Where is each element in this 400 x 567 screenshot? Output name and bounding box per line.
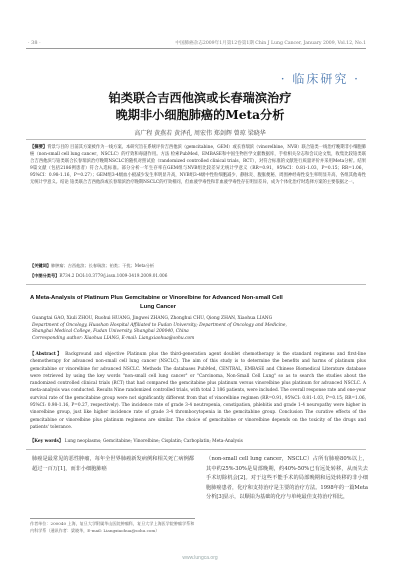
keywords-en-label: 【Key words】 bbox=[30, 439, 64, 444]
authors-zh: 高广程 黄燕若 黄泽孔 周宏伟 郑剑辉 曾琼 梁晓华 bbox=[134, 130, 266, 137]
affiliation-line1: Department of Oncology, Huashan Hospital Affiliated to Fudan University; Department of Oncology and Medicine, bbox=[32, 322, 287, 328]
keywords-zh-text: 肺肿瘤；吉西他滨；长春瑞滨；铂类；干扰；Meta分析 bbox=[50, 263, 155, 268]
abstract-en bbox=[30, 351, 366, 431]
title-en-line2: Lung Cancer bbox=[140, 304, 177, 310]
abstract-zh bbox=[30, 144, 366, 187]
classification-zh-label: 【中图分类号】 bbox=[30, 273, 60, 278]
keywords-en-text: Lung neoplasms; Gemcitabine; Vinorelbine; Cisplatin; Carboplatin; Meta-Analysis bbox=[64, 439, 243, 444]
keywords-en bbox=[30, 438, 366, 444]
abstract-zh-label: 【摘要】 bbox=[30, 145, 48, 150]
body-text-right: （non-small cell lung cancer，NSCLC）占所有肺癌80%以上，其中约25%-30%是局部晚期，约40%-50%已有远处转移，从而失去手术切除机会[2]。对于这些不能手术的局部晚期和远处转移的非小细胞肺癌患者，化疗和支持治疗是主要的治疗方法。1998年的一篇Meta分析[3]显示，以顺铂为基础的化疗与单纯最佳支持治疗相比， bbox=[206, 456, 368, 501]
title-zh-line1: 铂类联合吉西他滨或长春瑞滨治疗 bbox=[108, 91, 292, 105]
abstract-divider-bottom bbox=[26, 284, 366, 285]
footnote-divider bbox=[30, 518, 195, 519]
title-en-line1: A Meta-Analysis of Platinum Plus Gemcitabine or Vinorelbine for Advanced Non-small Cell bbox=[30, 295, 283, 301]
watermark: www.lungca.org bbox=[182, 555, 218, 561]
abstract-en-text: Background and objective Platinum plus the third-generation agent doublet chemotherapy is the standard regimens and first-line chemotherapy for advanced non-small cell lung cancer (NSCLC). The aim of this study is to determine the benefits and harms of platinum plus gemcitabine or vinorelbine for advanced NSCLC. Methods The databases PubMed, CENTRAL, EMBASE and Chinese Biomedical Literature database were retrieved by using the key words "non-small cell lung cancer" or "Carcinoma, Non-Small Cell Lung" so as to search the studies about the randomized controlled clinical trials (RCT) that had compared the gemcitabine plus platinum versus vinorelbine plus platinum for advanced NSCLC. A meta-analysis was conducted. Results Nine randomized controlled trials, with total 2 186 patients, were included. The overall response rate and one-year survival rate of the gemcitabine group were not significantly different from that of vinorelbine regimen (RR=0.91, 95%CI: 0.81-1.03, P=0.15; RR=1.06, 95%CI: 0.98-1.16, P=0.27, respectively). The incidence rate of grade 3-4 neutropenia, constipation, phlebitis and grade 1-4 neuropathy were higher in vinorelbine group, just like higher incidence rate of grade 3-4 thrombocytopenia in the gemcitabine group. Conclusion The curative effects of the gemcitabine or vinorelbine plus platinum regimens are similar. The choice of gemcitabine or vinorelbine depends on the toxicity of the drugs and patients' tolerance. bbox=[30, 352, 366, 430]
abstract-zh-text: 背景与目的 目前其方案被作为一线方案。本研究旨在系统评价吉西他滨（gemcitabine，GEM）或长春瑞滨（vinorelbine，NVB）联合铂类一线治疗晚期非小细胞肺癌（non-small cell lung cancer，NSCLC）的疗效和毒副作用。方法 检索PubMed、EMBASE和中国生物医学文献数据库，手检相关杂志和会议论文集，收集比较铂类联合吉西他滨与铂类联合长春瑞滨治疗晚期NSCLC的随机对照试验（randomized controlled clinical trials，RCT），对符合标准的文献进行质量评价并采用Meta分析。结果 9篇文献（包括2186例患者）符合入选标准。部分分析一年生存率在GEM组与NVB组比较差异无统计学意义（RR=0.91，95%CI：0.81-1.03，P=0.15；RR=1.06，95%CI：0.98-1.16，P=0.27）；GEM组3-4级血小板减少发生率明显升高，NVB组3-4级中性粒细胞减少、静脉炎、腹胀便秘、周围神经毒性发生率明显升高，各组其他毒性无统计学意义。结论 铂类联合吉西他滨或长春瑞滨治疗晚期NSCLC的疗效相同，但血液学毒性和非血液学毒性存在明显差异，成为个体化治疗时选择方案的主要依据之一。 bbox=[30, 145, 366, 186]
page-number: · 38 · bbox=[28, 40, 41, 46]
title-zh-line2: 晚期非小细胞肺癌的Meta分析 bbox=[115, 108, 285, 122]
title-en bbox=[30, 294, 370, 312]
abstract-en-label: 【Abstract】 bbox=[30, 352, 63, 357]
column-label: · 临床研究 · bbox=[280, 72, 360, 86]
keywords-zh bbox=[30, 263, 154, 269]
authors-en-names: Guangtai GAO, Xiuli ZHOU, Ruohui HUANG, Jingwei ZHANG, Zhonghui CHU, Qiong ZHAN, Xiaohua LIANG bbox=[32, 316, 273, 321]
classification-zh bbox=[30, 273, 167, 279]
authors-en bbox=[32, 316, 366, 342]
body-text-left: 肺癌是最常见的恶性肿瘤，每年全世界肺癌新发病例和相关死亡病例都超过一百万[1]，而非小细胞肺癌 bbox=[32, 456, 194, 472]
abstract-divider-top bbox=[26, 139, 366, 140]
corresponding-author[interactable]: Corresponding author: Xiaohua LIANG, E-mail: Liangxiaohua@sohu.com bbox=[32, 335, 195, 341]
classification-zh-text: R734.2 DOI:10.3779/j.issn.1009-3419.2009.01.006 bbox=[59, 273, 168, 278]
journal-header: 中国肺癌杂志2009年1月第12卷第1期 Chin J Lung Cancer, January 2009, Vol.12, No.1 bbox=[175, 41, 366, 46]
keywords-zh-label: 【关键词】 bbox=[30, 263, 51, 268]
footnote-affiliation: 作者单位：200040 上海，复旦大学附属华山医院肿瘤科，复旦大学上海医学院肿瘤学系和内科学系（通讯作者：梁晓华，E-mail: Liangxiaohua@sohu.com） bbox=[30, 521, 195, 533]
affiliation-line2: Shanghai Medical College, Fudan University, Shanghai 200040, China bbox=[32, 329, 189, 335]
body-divider bbox=[26, 449, 366, 450]
header-divider bbox=[26, 48, 366, 49]
